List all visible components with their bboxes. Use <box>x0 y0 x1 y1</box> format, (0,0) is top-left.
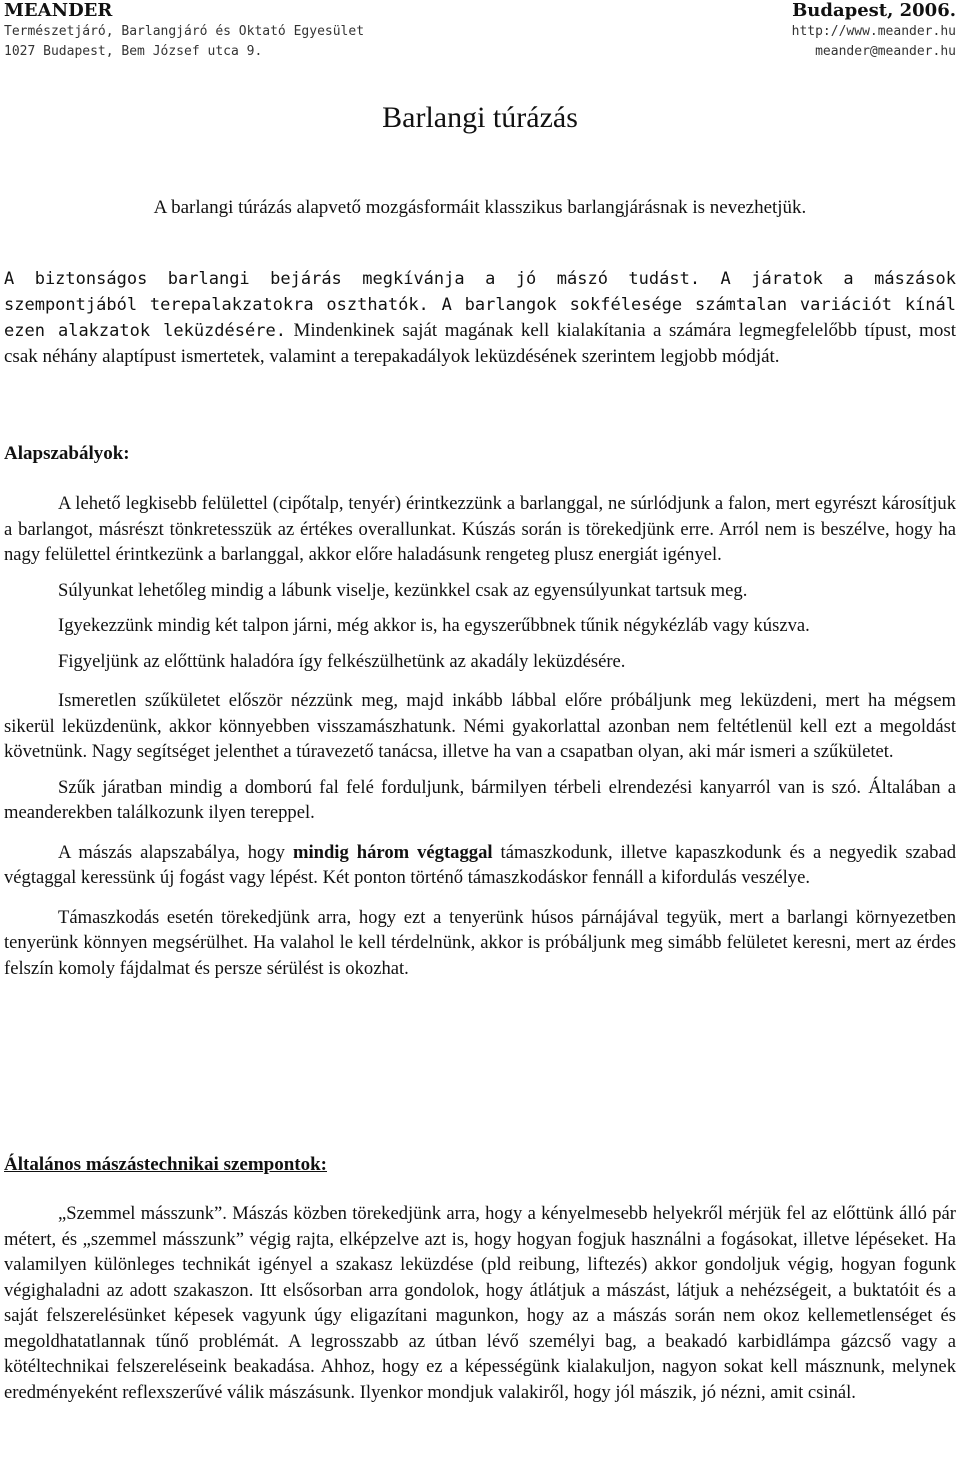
climbing-paragraph-serif: Mindenkinek saját magának kell kialakítania a számára legmegfelelőbb típust, most csak néhány alaptípust ismertetek, valamint a terepakadályok leküzdésének szerintem legjobb módját. <box>4 320 956 367</box>
general-paragraph: „Szemmel másszunk”. Mászás közben törekedjünk arra, hogy a kényelmesebb helyekről mérjük fel az előttünk álló pár métert, és „szemmel másszunk” végig rajta, elképzelve azt is, hogy hogyan fogjuk használni a fogásokat, illetve lépéseket. Ha valamilyen különleges technikát igényel a szakasz leküzdése (pld reibung, liftezés) akkor gondoljuk végig, hogyan fogunk végighaladni az adott szakaszon. Itt elsősorban arra gondolok, hogy átlátjuk a mászást, látjuk a nehézségeit, a buktatóit és a saját felszerelésünket képesek vagyunk úgy eligazítani magunkon, hogy az a mászás során nem okoz kellemetlenséget és megoldhatatlannak tűnő problémát. A legrosszabb az útban lévő személyi bag, a beakadó karbidlámpa gázcső vagy a kötéltechnikai felszereléseink beakadása. Ahhoz, hogy ez a képességünk kialakuljon, nagyon sokat kell másznunk, melynek eredményeként reflexszerűvé válik mászásunk. Ilyenkor mondjuk valakiről, hogy jól mászik, jó nézni, amit csinál. <box>4 1203 956 1403</box>
page-header <box>4 0 956 64</box>
rule-7-start: A mászás alapszabálya, hogy <box>58 841 293 863</box>
rule-6: Szűk járatban mindig a domború fal felé forduljunk, bármilyen térbeli elrendezési kanyarról van is szó. Általában a meanderekben találkozunk ilyen tereppel. <box>4 776 956 823</box>
rule-7-end: támaszkodunk, illetve kapaszkodunk és a negyedik szabad végtaggal keressünk új fogást vagy lépést. Két ponton történő támaszkodáskor fennáll a kifordulás veszélye. <box>4 841 956 888</box>
climbing-paragraph <box>4 266 956 370</box>
header-right <box>792 0 956 62</box>
rule-8: Támaszkodás esetén törekedjünk arra, hogy ezt a tenyerünk húsos párnájával tegyük, mert a barlangi környezetben tenyerünk könnyen megsérülhet. Ha valahol le kell térdelnünk, akkor is próbáljunk meg simább felületet keresni, mert az érdes felszín komoly fájdalmat és persze sérülést is okozhat. <box>4 906 956 979</box>
climbing-paragraph-mono: A biztonságos barlangi bejárás megkívánja a jó mászó tudást. A járatok a mászások szempontjából terepalakzatokra oszthatók. A barlangok sokfélesége számtalan variációt kínál ezen alakzatok leküzdésére. <box>4 269 956 341</box>
website-link[interactable]: http://www.meander.hu <box>791 24 956 39</box>
page-title: Barlangi túrázás <box>382 101 578 134</box>
rule-1: A lehető legkisebb felülettel (cipőtalp, tenyér) érintkezzünk a barlanggal, ne súrlódjunk a falon, mert egyrészt károsítjuk a barlangot, másrészt tönkretesszük az értékes overallunkat. Kúszás során is törekedjünk erre. Arról nem is beszélve, hogy ha nagy felülettel érintkezünk a barlanggal, akkor előre haladásunk rengeteg plusz energiát igényel. <box>4 493 956 565</box>
city-year: Budapest, 2006. <box>792 0 956 21</box>
org-subtitle: Természetjáró, Barlangjáró és Oktató Egyesület <box>4 24 365 39</box>
header-left <box>4 0 364 62</box>
section-heading-basic-rules: Alapszabályok: <box>4 443 130 464</box>
rule-5: Ismeretlen szűkületet először nézzünk meg, majd inkább lábbal előre próbáljunk meg leküzdeni, mert ha mégsem sikerül leküzdenünk, akkor könnyebben visszamászhatunk. Némi gyakorlattal azonban nem feltétlenül kell ezt a megoldást követnünk. Nagy segítséget jelenthet a túravezető tanácsa, illetve ha van a csapatban olyan, aki már ismeri a szűkületet. <box>4 690 956 762</box>
rule-3: Igyekezzünk mindig két talpon járni, még akkor is, ha egyszerűbbnek tűnik négykézláb vagy kúszva. <box>58 615 810 636</box>
email-link[interactable]: meander@meander.hu <box>815 44 956 59</box>
rule-2: Súlyunkat lehetőleg mindig a lábunk viselje, kezünkkel csak az egyensúlyunkat tartsuk meg. <box>58 579 748 601</box>
rule-7 <box>4 840 956 891</box>
section-heading-general-text: Általános mászástechnikai szempontok: <box>4 1154 328 1175</box>
rules-list <box>4 491 956 981</box>
section-heading-general <box>4 1152 956 1178</box>
org-address: 1027 Budapest, Bem József utca 9. <box>4 44 263 59</box>
rule-4: Figyeljünk az előttünk haladóra így felkészülhetünk az akadály leküzdésére. <box>58 650 626 672</box>
rule-7-emphasis: mindig három végtaggal <box>292 841 493 863</box>
org-name: MEANDER <box>4 0 113 21</box>
intro-paragraph: A barlangi túrázás alapvető mozgásformáit klasszikus barlangjárásnak is nevezhetjük. <box>153 197 807 218</box>
